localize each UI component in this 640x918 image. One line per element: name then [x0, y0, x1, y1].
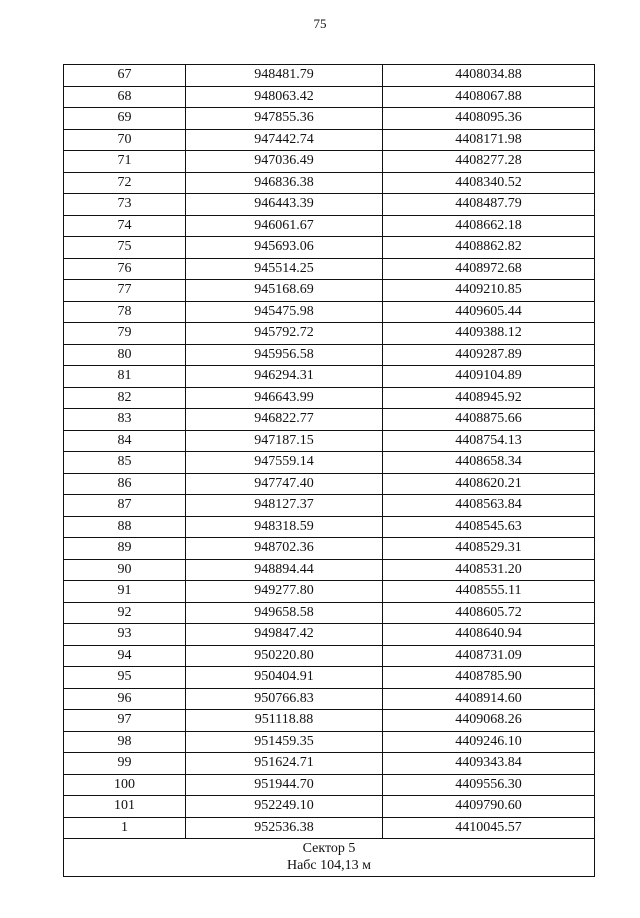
y-coordinate-cell: 4408529.31 [383, 538, 595, 560]
point-number-cell: 74 [64, 215, 186, 237]
y-coordinate-cell: 4408067.88 [383, 86, 595, 108]
x-coordinate-cell: 947036.49 [186, 151, 383, 173]
table-row [64, 774, 595, 796]
x-coordinate-cell: 948063.42 [186, 86, 383, 108]
y-coordinate-cell: 4408731.09 [383, 645, 595, 667]
point-number-cell: 96 [64, 688, 186, 710]
table-row [64, 602, 595, 624]
point-number-cell: 72 [64, 172, 186, 194]
x-coordinate-cell: 948702.36 [186, 538, 383, 560]
x-coordinate-cell: 950766.83 [186, 688, 383, 710]
y-coordinate-cell: 4409104.89 [383, 366, 595, 388]
point-number-cell: 1 [64, 817, 186, 839]
table-row [64, 86, 595, 108]
table-row [64, 65, 595, 87]
y-coordinate-cell: 4408555.11 [383, 581, 595, 603]
point-number-cell: 82 [64, 387, 186, 409]
y-coordinate-cell: 4409246.10 [383, 731, 595, 753]
y-coordinate-cell: 4408563.84 [383, 495, 595, 517]
point-number-cell: 89 [64, 538, 186, 560]
y-coordinate-cell: 4408785.90 [383, 667, 595, 689]
y-coordinate-cell: 4408531.20 [383, 559, 595, 581]
table-row [64, 409, 595, 431]
y-coordinate-cell: 4408914.60 [383, 688, 595, 710]
point-number-cell: 78 [64, 301, 186, 323]
point-number-cell: 93 [64, 624, 186, 646]
table-row [64, 495, 595, 517]
y-coordinate-cell: 4408095.36 [383, 108, 595, 130]
point-number-cell: 90 [64, 559, 186, 581]
x-coordinate-cell: 946643.99 [186, 387, 383, 409]
x-coordinate-cell: 945693.06 [186, 237, 383, 259]
table-row [64, 559, 595, 581]
y-coordinate-cell: 4408605.72 [383, 602, 595, 624]
sector-footer-row [64, 839, 595, 877]
point-number-cell: 70 [64, 129, 186, 151]
x-coordinate-cell: 946061.67 [186, 215, 383, 237]
x-coordinate-cell: 947855.36 [186, 108, 383, 130]
table-row [64, 667, 595, 689]
point-number-cell: 86 [64, 473, 186, 495]
x-coordinate-cell: 949277.80 [186, 581, 383, 603]
y-coordinate-cell: 4408862.82 [383, 237, 595, 259]
point-number-cell: 97 [64, 710, 186, 732]
y-coordinate-cell: 4410045.57 [383, 817, 595, 839]
table-row [64, 258, 595, 280]
point-number-cell: 76 [64, 258, 186, 280]
point-number-cell: 98 [64, 731, 186, 753]
point-number-cell: 67 [64, 65, 186, 87]
y-coordinate-cell: 4408945.92 [383, 387, 595, 409]
x-coordinate-cell: 946822.77 [186, 409, 383, 431]
x-coordinate-cell: 945168.69 [186, 280, 383, 302]
table-row [64, 172, 595, 194]
table-row [64, 796, 595, 818]
y-coordinate-cell: 4409790.60 [383, 796, 595, 818]
x-coordinate-cell: 946294.31 [186, 366, 383, 388]
table-row [64, 151, 595, 173]
x-coordinate-cell: 948318.59 [186, 516, 383, 538]
point-number-cell: 85 [64, 452, 186, 474]
sector-footer-cell [64, 839, 595, 877]
table-row [64, 387, 595, 409]
point-number-cell: 84 [64, 430, 186, 452]
point-number-cell: 83 [64, 409, 186, 431]
table-row [64, 344, 595, 366]
x-coordinate-cell: 946443.39 [186, 194, 383, 216]
point-number-cell: 88 [64, 516, 186, 538]
x-coordinate-cell: 946836.38 [186, 172, 383, 194]
coordinates-table [63, 64, 595, 877]
y-coordinate-cell: 4409343.84 [383, 753, 595, 775]
x-coordinate-cell: 947187.15 [186, 430, 383, 452]
table-row [64, 366, 595, 388]
x-coordinate-cell: 950220.80 [186, 645, 383, 667]
x-coordinate-cell: 947442.74 [186, 129, 383, 151]
point-number-cell: 80 [64, 344, 186, 366]
y-coordinate-cell: 4408277.28 [383, 151, 595, 173]
x-coordinate-cell: 947747.40 [186, 473, 383, 495]
x-coordinate-cell: 945475.98 [186, 301, 383, 323]
x-coordinate-cell: 945514.25 [186, 258, 383, 280]
y-coordinate-cell: 4409210.85 [383, 280, 595, 302]
y-coordinate-cell: 4408640.94 [383, 624, 595, 646]
point-number-cell: 91 [64, 581, 186, 603]
table-row [64, 129, 595, 151]
point-number-cell: 94 [64, 645, 186, 667]
x-coordinate-cell: 948481.79 [186, 65, 383, 87]
point-number-cell: 68 [64, 86, 186, 108]
table-row [64, 280, 595, 302]
y-coordinate-cell: 4408545.63 [383, 516, 595, 538]
point-number-cell: 101 [64, 796, 186, 818]
x-coordinate-cell: 951459.35 [186, 731, 383, 753]
table-row [64, 688, 595, 710]
y-coordinate-cell: 4409388.12 [383, 323, 595, 345]
x-coordinate-cell: 948127.37 [186, 495, 383, 517]
table-row [64, 108, 595, 130]
point-number-cell: 87 [64, 495, 186, 517]
table-row [64, 731, 595, 753]
point-number-cell: 77 [64, 280, 186, 302]
x-coordinate-cell: 945956.58 [186, 344, 383, 366]
coordinates-table-body [64, 65, 595, 839]
x-coordinate-cell: 951944.70 [186, 774, 383, 796]
point-number-cell: 75 [64, 237, 186, 259]
table-row [64, 538, 595, 560]
point-number-cell: 69 [64, 108, 186, 130]
sector-label: Сектор 5 [302, 841, 356, 856]
y-coordinate-cell: 4408875.66 [383, 409, 595, 431]
table-row [64, 430, 595, 452]
point-number-cell: 100 [64, 774, 186, 796]
x-coordinate-cell: 952536.38 [186, 817, 383, 839]
table-row [64, 753, 595, 775]
table-row [64, 452, 595, 474]
table-row [64, 323, 595, 345]
x-coordinate-cell: 948894.44 [186, 559, 383, 581]
table-row [64, 215, 595, 237]
table-row [64, 301, 595, 323]
y-coordinate-cell: 4408754.13 [383, 430, 595, 452]
x-coordinate-cell: 951624.71 [186, 753, 383, 775]
point-number-cell: 99 [64, 753, 186, 775]
sector-height-label: Набс 104,13 м [286, 858, 372, 873]
x-coordinate-cell: 950404.91 [186, 667, 383, 689]
y-coordinate-cell: 4409556.30 [383, 774, 595, 796]
point-number-cell: 73 [64, 194, 186, 216]
point-number-cell: 71 [64, 151, 186, 173]
y-coordinate-cell: 4408340.52 [383, 172, 595, 194]
y-coordinate-cell: 4408171.98 [383, 129, 595, 151]
x-coordinate-cell: 951118.88 [186, 710, 383, 732]
table-row [64, 581, 595, 603]
y-coordinate-cell: 4408662.18 [383, 215, 595, 237]
x-coordinate-cell: 949847.42 [186, 624, 383, 646]
y-coordinate-cell: 4409068.26 [383, 710, 595, 732]
table-row [64, 645, 595, 667]
table-row [64, 516, 595, 538]
table-row [64, 624, 595, 646]
y-coordinate-cell: 4408620.21 [383, 473, 595, 495]
x-coordinate-cell: 949658.58 [186, 602, 383, 624]
x-coordinate-cell: 947559.14 [186, 452, 383, 474]
table-row [64, 473, 595, 495]
point-number-cell: 79 [64, 323, 186, 345]
table-row [64, 817, 595, 839]
table-row [64, 194, 595, 216]
table-row [64, 710, 595, 732]
y-coordinate-cell: 4408034.88 [383, 65, 595, 87]
x-coordinate-cell: 952249.10 [186, 796, 383, 818]
y-coordinate-cell: 4409605.44 [383, 301, 595, 323]
table-row [64, 237, 595, 259]
y-coordinate-cell: 4409287.89 [383, 344, 595, 366]
x-coordinate-cell: 945792.72 [186, 323, 383, 345]
point-number-cell: 95 [64, 667, 186, 689]
y-coordinate-cell: 4408658.34 [383, 452, 595, 474]
y-coordinate-cell: 4408972.68 [383, 258, 595, 280]
page-number: 75 [313, 16, 327, 31]
point-number-cell: 92 [64, 602, 186, 624]
point-number-cell: 81 [64, 366, 186, 388]
y-coordinate-cell: 4408487.79 [383, 194, 595, 216]
